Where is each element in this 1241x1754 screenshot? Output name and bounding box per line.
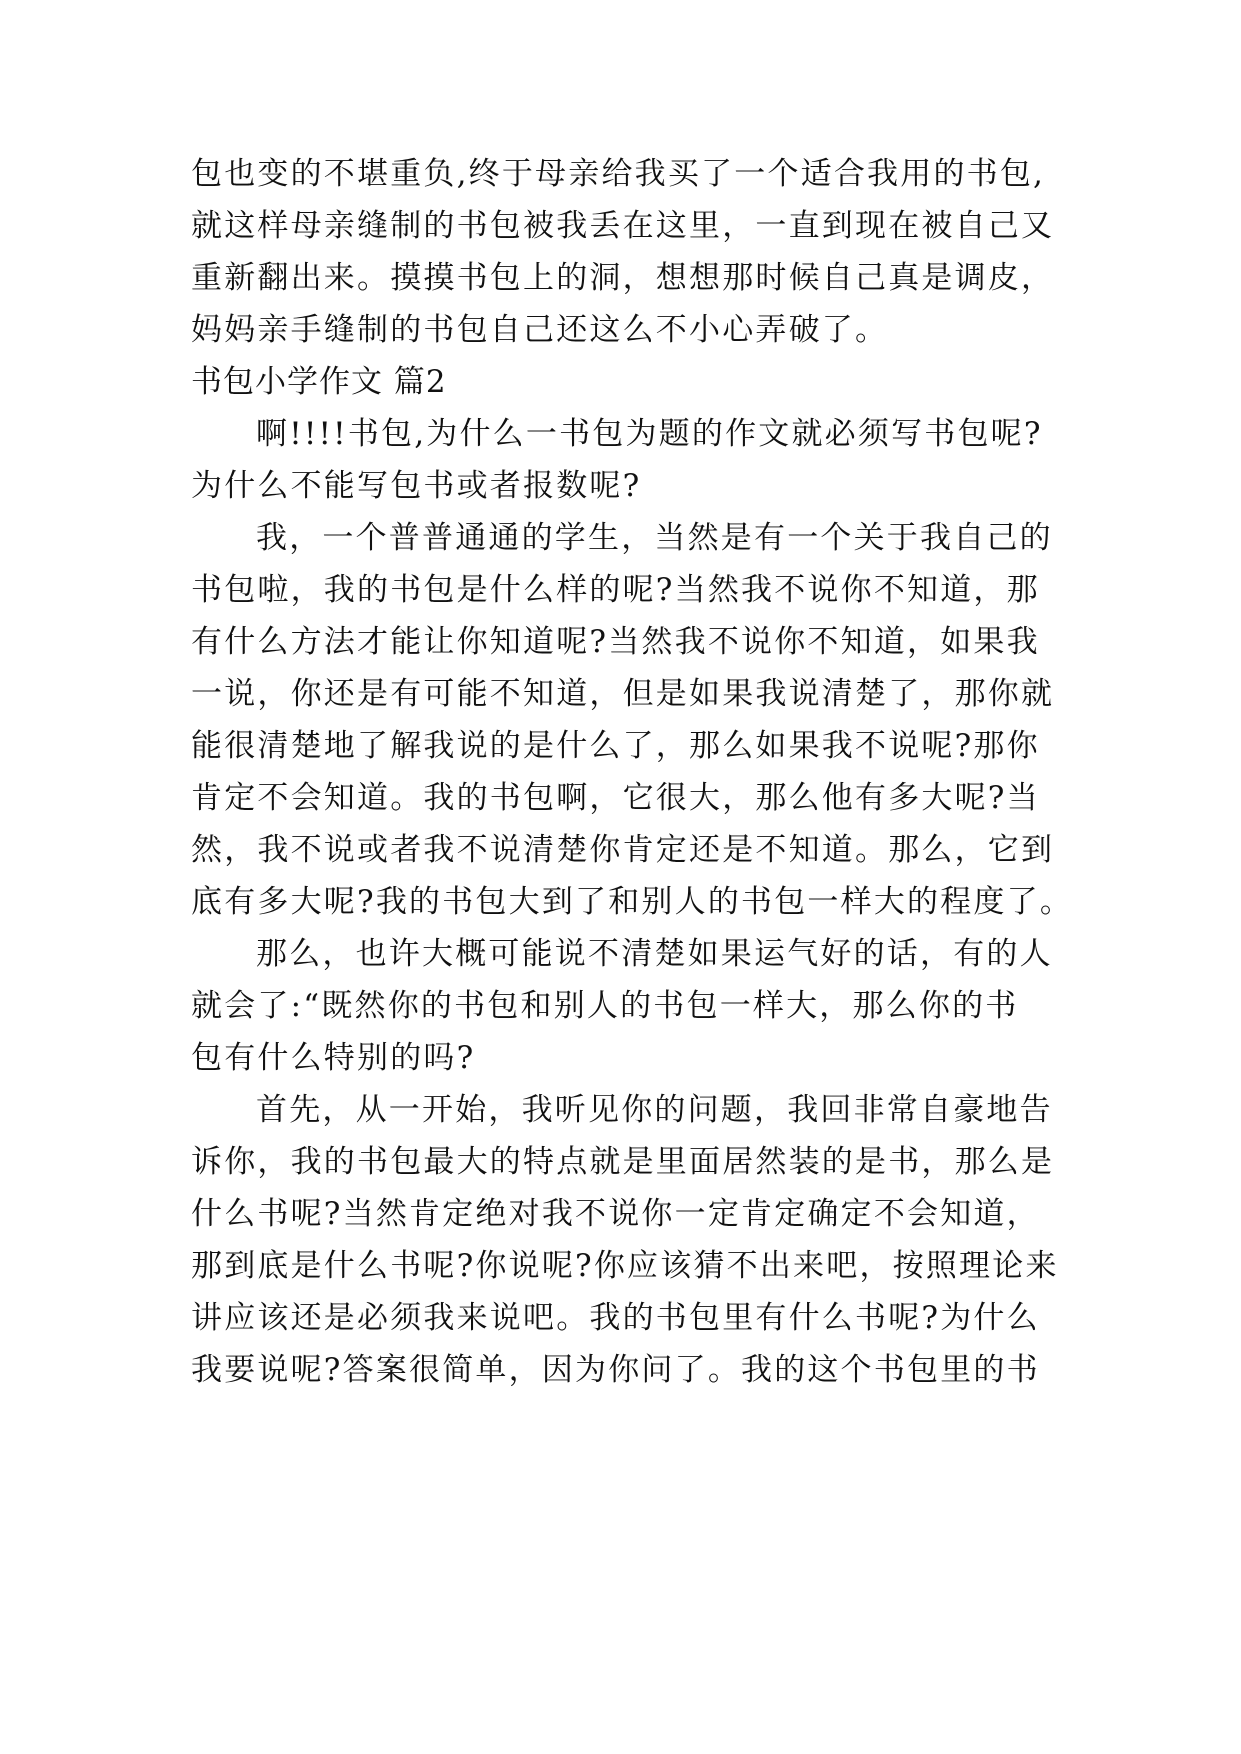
paragraph-line: 首先，从一开始，我听见你的问题，我回非常自豪地告 (256, 1092, 1053, 1128)
paragraph-line: 就会了:“既然你的书包和别人的书包一样大，那么你的书 (191, 988, 1019, 1024)
paragraph-line: 包有什么特别的吗? (191, 1040, 476, 1076)
paragraph-line: 啊!!!!书包,为什么一书包为题的作文就必须写书包呢? (256, 416, 1043, 452)
paragraph-line: 诉你，我的书包最大的特点就是里面居然装的是书，那么是 (191, 1144, 1055, 1180)
text-line: 就这样母亲缝制的书包被我丢在这里，一直到现在被自己又 (191, 208, 1055, 244)
paragraph-line: 那到底是什么书呢?你说呢?你应该猜不出来吧，按照理论来 (191, 1248, 1059, 1284)
text-line: 重新翻出来。摸摸书包上的洞，想想那时候自己真是调皮， (191, 260, 1055, 296)
paragraph-line: 那么，也许大概可能说不清楚如果运气好的话，有的人 (256, 936, 1053, 972)
paragraph-line: 肯定不会知道。我的书包啊，它很大，那么他有多大呢?当 (191, 780, 1040, 816)
paragraph-line: 底有多大呢?我的书包大到了和别人的书包一样大的程度了。 (191, 884, 1074, 920)
text-line: 包也变的不堪重负,终于母亲给我买了一个适合我用的书包, (191, 156, 1046, 192)
section-heading: 书包小学作文 篇2 (191, 364, 447, 400)
text-line: 妈妈亲手缝制的书包自己还这么不小心弄破了。 (191, 312, 889, 348)
paragraph-line: 能很清楚地了解我说的是什么了，那么如果我不说呢?那你 (191, 728, 1040, 764)
paragraph-line: 书包啦，我的书包是什么样的呢?当然我不说你不知道，那 (191, 572, 1040, 608)
paragraph-line: 为什么不能写包书或者报数呢? (191, 468, 642, 504)
paragraph-line: 一说，你还是有可能不知道，但是如果我说清楚了，那你就 (191, 676, 1055, 712)
paragraph-line: 有什么方法才能让你知道呢?当然我不说你不知道，如果我 (191, 624, 1040, 660)
paragraph-line: 什么书呢?当然肯定绝对我不说你一定肯定确定不会知道， (191, 1196, 1040, 1232)
paragraph-line: 我，一个普普通通的学生，当然是有一个关于我自己的 (256, 520, 1053, 556)
paragraph-line: 我要说呢?答案很简单，因为你问了。我的这个书包里的书 (191, 1352, 1040, 1388)
paragraph-line: 然，我不说或者我不说清楚你肯定还是不知道。那么，它到 (191, 832, 1055, 868)
paragraph-line: 讲应该还是必须我来说吧。我的书包里有什么书呢?为什么 (191, 1300, 1040, 1336)
